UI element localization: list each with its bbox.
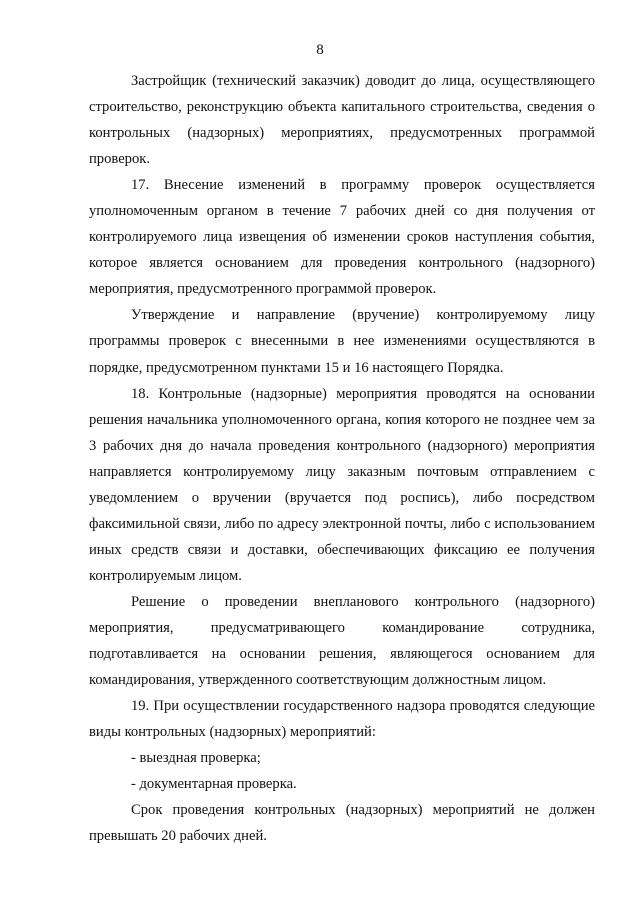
list-item-documentary-inspection: - документарная проверка. [131, 776, 297, 793]
paragraph-item-18: 18. Контрольные (надзорные) мероприятия проводятся на основании решения начальника уполномоченного органа, копия которого не позднее чем за 3 рабочих дня до начала проведения контрольного (надзорного) мероприятия направляется контролируемому лицу заказным почтовым отправлением с уведомлением о вручении (вручается под роспись), либо посредством факсимильной связи, либо по адресу электронной почты, либо с использованием иных средств связи и доставки, обеспечивающих фиксацию ее получения контролируемым лицом. [89, 385, 595, 584]
paragraph-item-17: 17. Внесение изменений в программу проверок осуществляется уполномоченным органом в течение 7 рабочих дней со дня получения от контролируемого лица извещения об изменении сроков наступления события, которое является основанием для проведения контрольного (надзорного) мероприятия, предусмотренного программой проверок. [89, 177, 595, 298]
page-number: 8 [316, 42, 324, 58]
paragraph-duration-limit: Срок проведения контрольных (надзорных) мероприятий не должен превышать 20 рабочих дней. [89, 802, 595, 845]
list-item-field-inspection: - выездная проверка; [131, 750, 261, 767]
paragraph-developer-notice: Застройщик (технический заказчик) доводит до лица, осуществляющего строительство, реконструкцию объекта капитального строительства, сведения о контрольных (надзорных) мероприятиях, предусмотренных программой проверок. [89, 73, 595, 168]
paragraph-approval: Утверждение и направление (вручение) контролируемому лицу программы проверок с внесенными в нее изменениями осуществляются в порядке, предусмотренном пунктами 15 и 16 настоящего Порядка. [89, 307, 595, 376]
document-body [89, 68, 595, 849]
paragraph-item-19: 19. При осуществлении государственного надзора проводятся следующие виды контрольных (надзорных) мероприятий: [89, 698, 595, 741]
paragraph-unscheduled-decision: Решение о проведении внепланового контрольного (надзорного) мероприятия, предусматривающего командирование сотрудника, подготавливается на основании решения, являющегося основанием для командирования, утвержденного соответствующим должностным лицом. [89, 593, 595, 689]
